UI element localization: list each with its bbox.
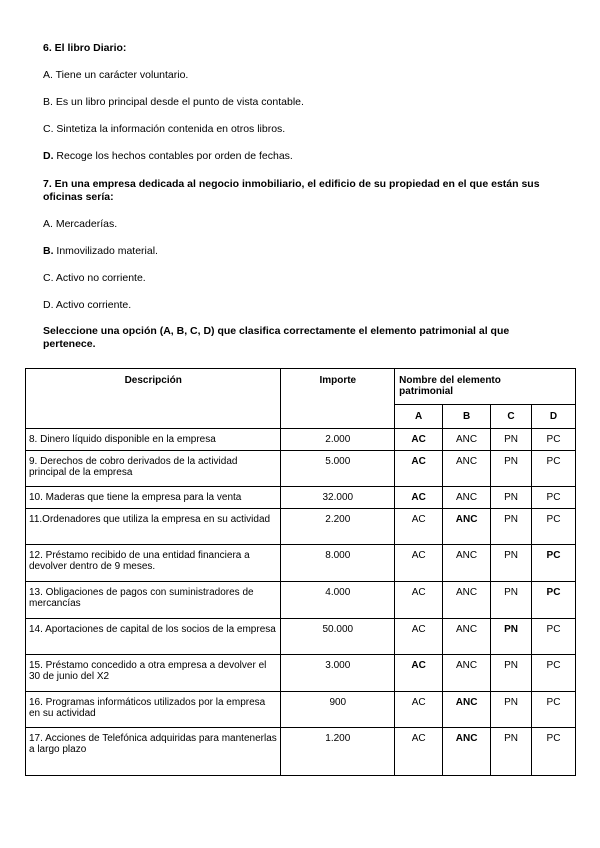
q7-option-b: B. Inmovilizado material.	[43, 245, 158, 257]
row-option-b: ANC	[443, 619, 491, 655]
row-description: 14. Aportaciones de capital de los socios de la empresa	[26, 619, 281, 655]
row-option-b: ANC	[443, 487, 491, 509]
question-6-title: 6. El libro Diario:	[43, 42, 127, 54]
row-option-c: PN	[491, 619, 532, 655]
row-description: 12. Préstamo recibido de una entidad financiera a devolver dentro de 9 meses.	[26, 545, 281, 582]
row-option-a: AC	[395, 451, 443, 487]
header-c: C	[491, 405, 532, 429]
row-option-a: AC	[395, 429, 443, 451]
row-amount: 900	[281, 692, 395, 728]
row-option-d: PC	[532, 509, 576, 545]
header-amount: Importe	[281, 369, 395, 429]
row-option-c: PN	[491, 451, 532, 487]
table-row	[26, 692, 576, 728]
row-option-a: AC	[395, 582, 443, 619]
row-option-a: AC	[395, 509, 443, 545]
table-row	[26, 619, 576, 655]
row-option-b: ANC	[443, 655, 491, 692]
row-option-a: AC	[395, 728, 443, 776]
row-option-b: ANC	[443, 545, 491, 582]
table-row	[26, 487, 576, 509]
header-element: Nombre del elemento patrimonial	[395, 369, 576, 405]
row-option-a: AC	[395, 692, 443, 728]
row-option-d: PC	[532, 487, 576, 509]
row-option-c: PN	[491, 582, 532, 619]
table-row	[26, 582, 576, 619]
q6-option-b: B. Es un libro principal desde el punto de vista contable.	[43, 96, 304, 108]
row-option-b: ANC	[443, 582, 491, 619]
row-description: 9. Derechos de cobro derivados de la actividad principal de la empresa	[26, 451, 281, 487]
header-d: D	[532, 405, 576, 429]
row-option-b: ANC	[443, 429, 491, 451]
row-option-c: PN	[491, 487, 532, 509]
row-option-c: PN	[491, 655, 532, 692]
question-7-title: 7. En una empresa dedicada al negocio inmobiliario, el edificio de su propiedad en el que están sus oficinas sería:	[43, 178, 540, 203]
row-option-b: ANC	[443, 451, 491, 487]
q7-option-a: A. Mercaderías.	[43, 218, 118, 230]
q7-option-d: D. Activo corriente.	[43, 299, 132, 311]
row-description: 13. Obligaciones de pagos con suministradores de mercancías	[26, 582, 281, 619]
row-option-d: PC	[532, 619, 576, 655]
row-description: 10. Maderas que tiene la empresa para la venta	[26, 487, 281, 509]
row-option-d: PC	[532, 728, 576, 776]
instruction-text: Seleccione una opción (A, B, C, D) que clasifica correctamente el elemento patrimonial al que pertenece.	[43, 325, 510, 350]
table-body	[26, 429, 576, 776]
row-option-a: AC	[395, 487, 443, 509]
row-option-d: PC	[532, 451, 576, 487]
row-option-c: PN	[491, 429, 532, 451]
header-a: A	[395, 405, 443, 429]
header-b: B	[443, 405, 491, 429]
header-description: Descripción	[26, 369, 281, 429]
row-option-d: PC	[532, 429, 576, 451]
table-row	[26, 728, 576, 776]
row-amount: 5.000	[281, 451, 395, 487]
table-row	[26, 655, 576, 692]
row-description: 11.Ordenadores que utiliza la empresa en su actividad	[26, 509, 281, 545]
row-amount: 3.000	[281, 655, 395, 692]
row-option-d: PC	[532, 692, 576, 728]
row-option-c: PN	[491, 692, 532, 728]
row-description: 16. Programas informáticos utilizados por la empresa en su actividad	[26, 692, 281, 728]
row-option-b: ANC	[443, 692, 491, 728]
row-option-b: ANC	[443, 728, 491, 776]
row-option-c: PN	[491, 728, 532, 776]
row-option-c: PN	[491, 545, 532, 582]
row-amount: 2.000	[281, 429, 395, 451]
q7-option-c: C. Activo no corriente.	[43, 272, 146, 284]
table-row	[26, 509, 576, 545]
row-amount: 50.000	[281, 619, 395, 655]
row-description: 17. Acciones de Telefónica adquiridas para mantenerlas a largo plazo	[26, 728, 281, 776]
table-row	[26, 429, 576, 451]
row-option-a: AC	[395, 655, 443, 692]
row-option-d: PC	[532, 582, 576, 619]
row-description: 8. Dinero líquido disponible en la empresa	[26, 429, 281, 451]
row-amount: 32.000	[281, 487, 395, 509]
q6-option-c: C. Sintetiza la información contenida en otros libros.	[43, 123, 286, 135]
q6-option-d: D. Recoge los hechos contables por orden de fechas.	[43, 150, 293, 162]
row-option-d: PC	[532, 655, 576, 692]
row-option-d: PC	[532, 545, 576, 582]
row-option-c: PN	[491, 509, 532, 545]
q6-option-a: A. Tiene un carácter voluntario.	[43, 69, 189, 81]
row-option-a: AC	[395, 545, 443, 582]
row-amount: 2.200	[281, 509, 395, 545]
row-amount: 8.000	[281, 545, 395, 582]
row-amount: 1.200	[281, 728, 395, 776]
row-amount: 4.000	[281, 582, 395, 619]
row-description: 15. Préstamo concedido a otra empresa a devolver el 30 de junio del X2	[26, 655, 281, 692]
row-option-a: AC	[395, 619, 443, 655]
table-row	[26, 545, 576, 582]
row-option-b: ANC	[443, 509, 491, 545]
classification-table	[25, 368, 576, 776]
table-row	[26, 451, 576, 487]
